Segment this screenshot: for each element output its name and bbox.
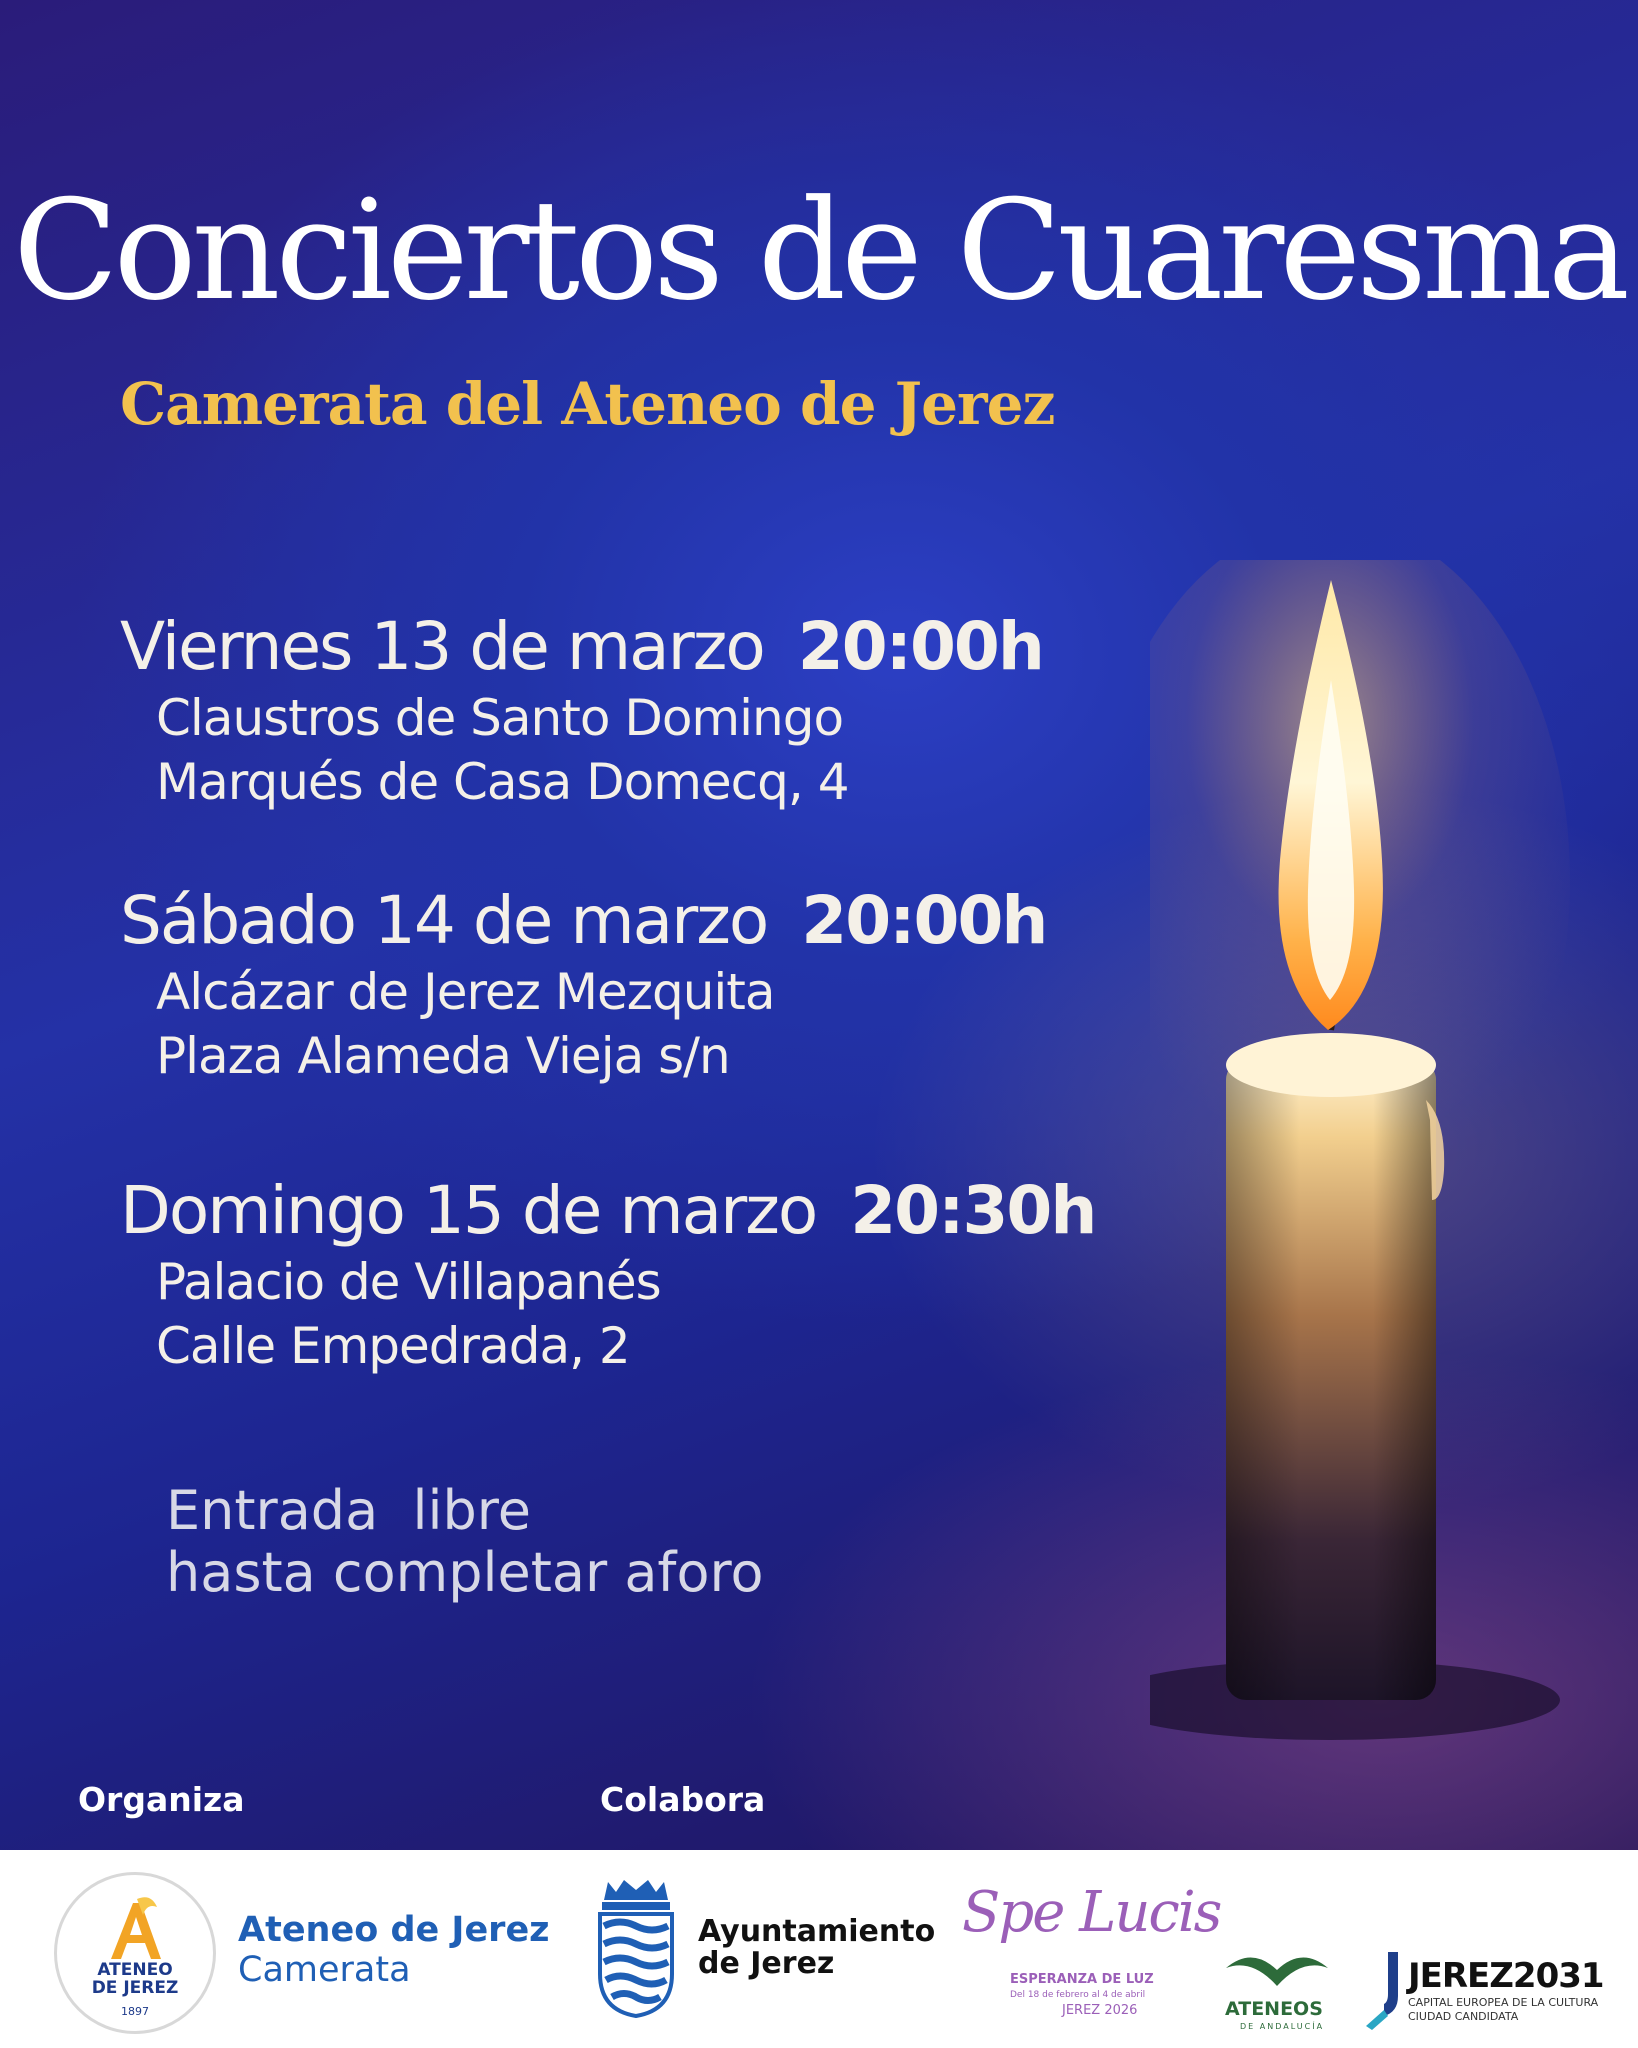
ayuntamiento-line-2: de Jerez — [698, 1946, 835, 1981]
spe-lucis-line-2: Del 18 de febrero al 4 de abril — [1010, 1990, 1146, 2000]
event-address: Calle Empedrada, 2 — [156, 1317, 630, 1375]
ateneo-seal-icon — [54, 1872, 216, 2034]
ateneo-name: Ateneo de Jerez — [238, 1910, 550, 1950]
ateneos-sub: DE ANDALUCÍA — [1240, 2022, 1325, 2031]
event-day: Viernes 13 de marzo — [120, 608, 764, 685]
event-day: Sábado 14 de marzo — [120, 882, 768, 959]
event-3 — [120, 1172, 1095, 1378]
jerez2031-sub-2: CIUDAD CANDIDATA — [1408, 2010, 1519, 2023]
event-venue: Palacio de Villapanés — [156, 1253, 661, 1311]
event-time: 20:00h — [797, 608, 1043, 685]
spe-lucis-script: Spe Lucis — [962, 1880, 1221, 1945]
jerez2031-mark-icon — [1362, 1950, 1402, 2030]
jerez2031-sub-1: CAPITAL EUROPEA DE LA CULTURA — [1408, 1996, 1599, 2009]
spe-lucis-line-3: JEREZ 2026 — [1062, 2003, 1138, 2018]
poster-subtitle: Camerata del Ateneo de Jerez — [120, 370, 1055, 438]
sponsor-footer — [0, 1850, 1638, 2048]
ayuntamiento-name — [698, 1916, 935, 1980]
spe-lucis-line-1: ESPERANZA DE LUZ — [1010, 1972, 1154, 1987]
jerez-shield-icon — [594, 1878, 678, 2018]
entry-line-2: hasta completar aforo — [166, 1541, 764, 1604]
event-1 — [120, 608, 1043, 814]
event-venue: Alcázar de Jerez Mezquita — [156, 963, 775, 1021]
entry-note — [166, 1480, 764, 1604]
event-2 — [120, 882, 1046, 1088]
seal-line-2: DE JEREZ — [91, 1978, 179, 1998]
poster-title: Conciertos de Cuaresma — [12, 170, 1626, 331]
event-time: 20:30h — [850, 1172, 1096, 1249]
event-address: Marqués de Casa Domecq, 4 — [156, 753, 849, 811]
organiza-label: Organiza — [78, 1780, 245, 1819]
entry-line-1: Entrada libre — [166, 1479, 532, 1542]
seal-year: 1897 — [121, 2005, 149, 2018]
ayuntamiento-line-1: Ayuntamiento — [698, 1914, 936, 1949]
ateneo-sub: Camerata — [238, 1950, 411, 1990]
seal-line-1: ATENEO — [97, 1960, 173, 1980]
ateneos-name: ATENEOS — [1225, 1998, 1323, 2020]
jerez2031-name: JEREZ2031 — [1408, 1956, 1604, 1996]
event-address: Plaza Alameda Vieja s/n — [156, 1027, 730, 1085]
colabora-label: Colabora — [600, 1780, 766, 1819]
event-time: 20:00h — [801, 882, 1047, 959]
event-venue: Claustros de Santo Domingo — [156, 689, 844, 747]
ateneos-bird-icon — [1222, 1944, 1332, 1994]
candle-icon — [1150, 560, 1570, 1760]
event-day: Domingo 15 de marzo — [120, 1172, 817, 1249]
